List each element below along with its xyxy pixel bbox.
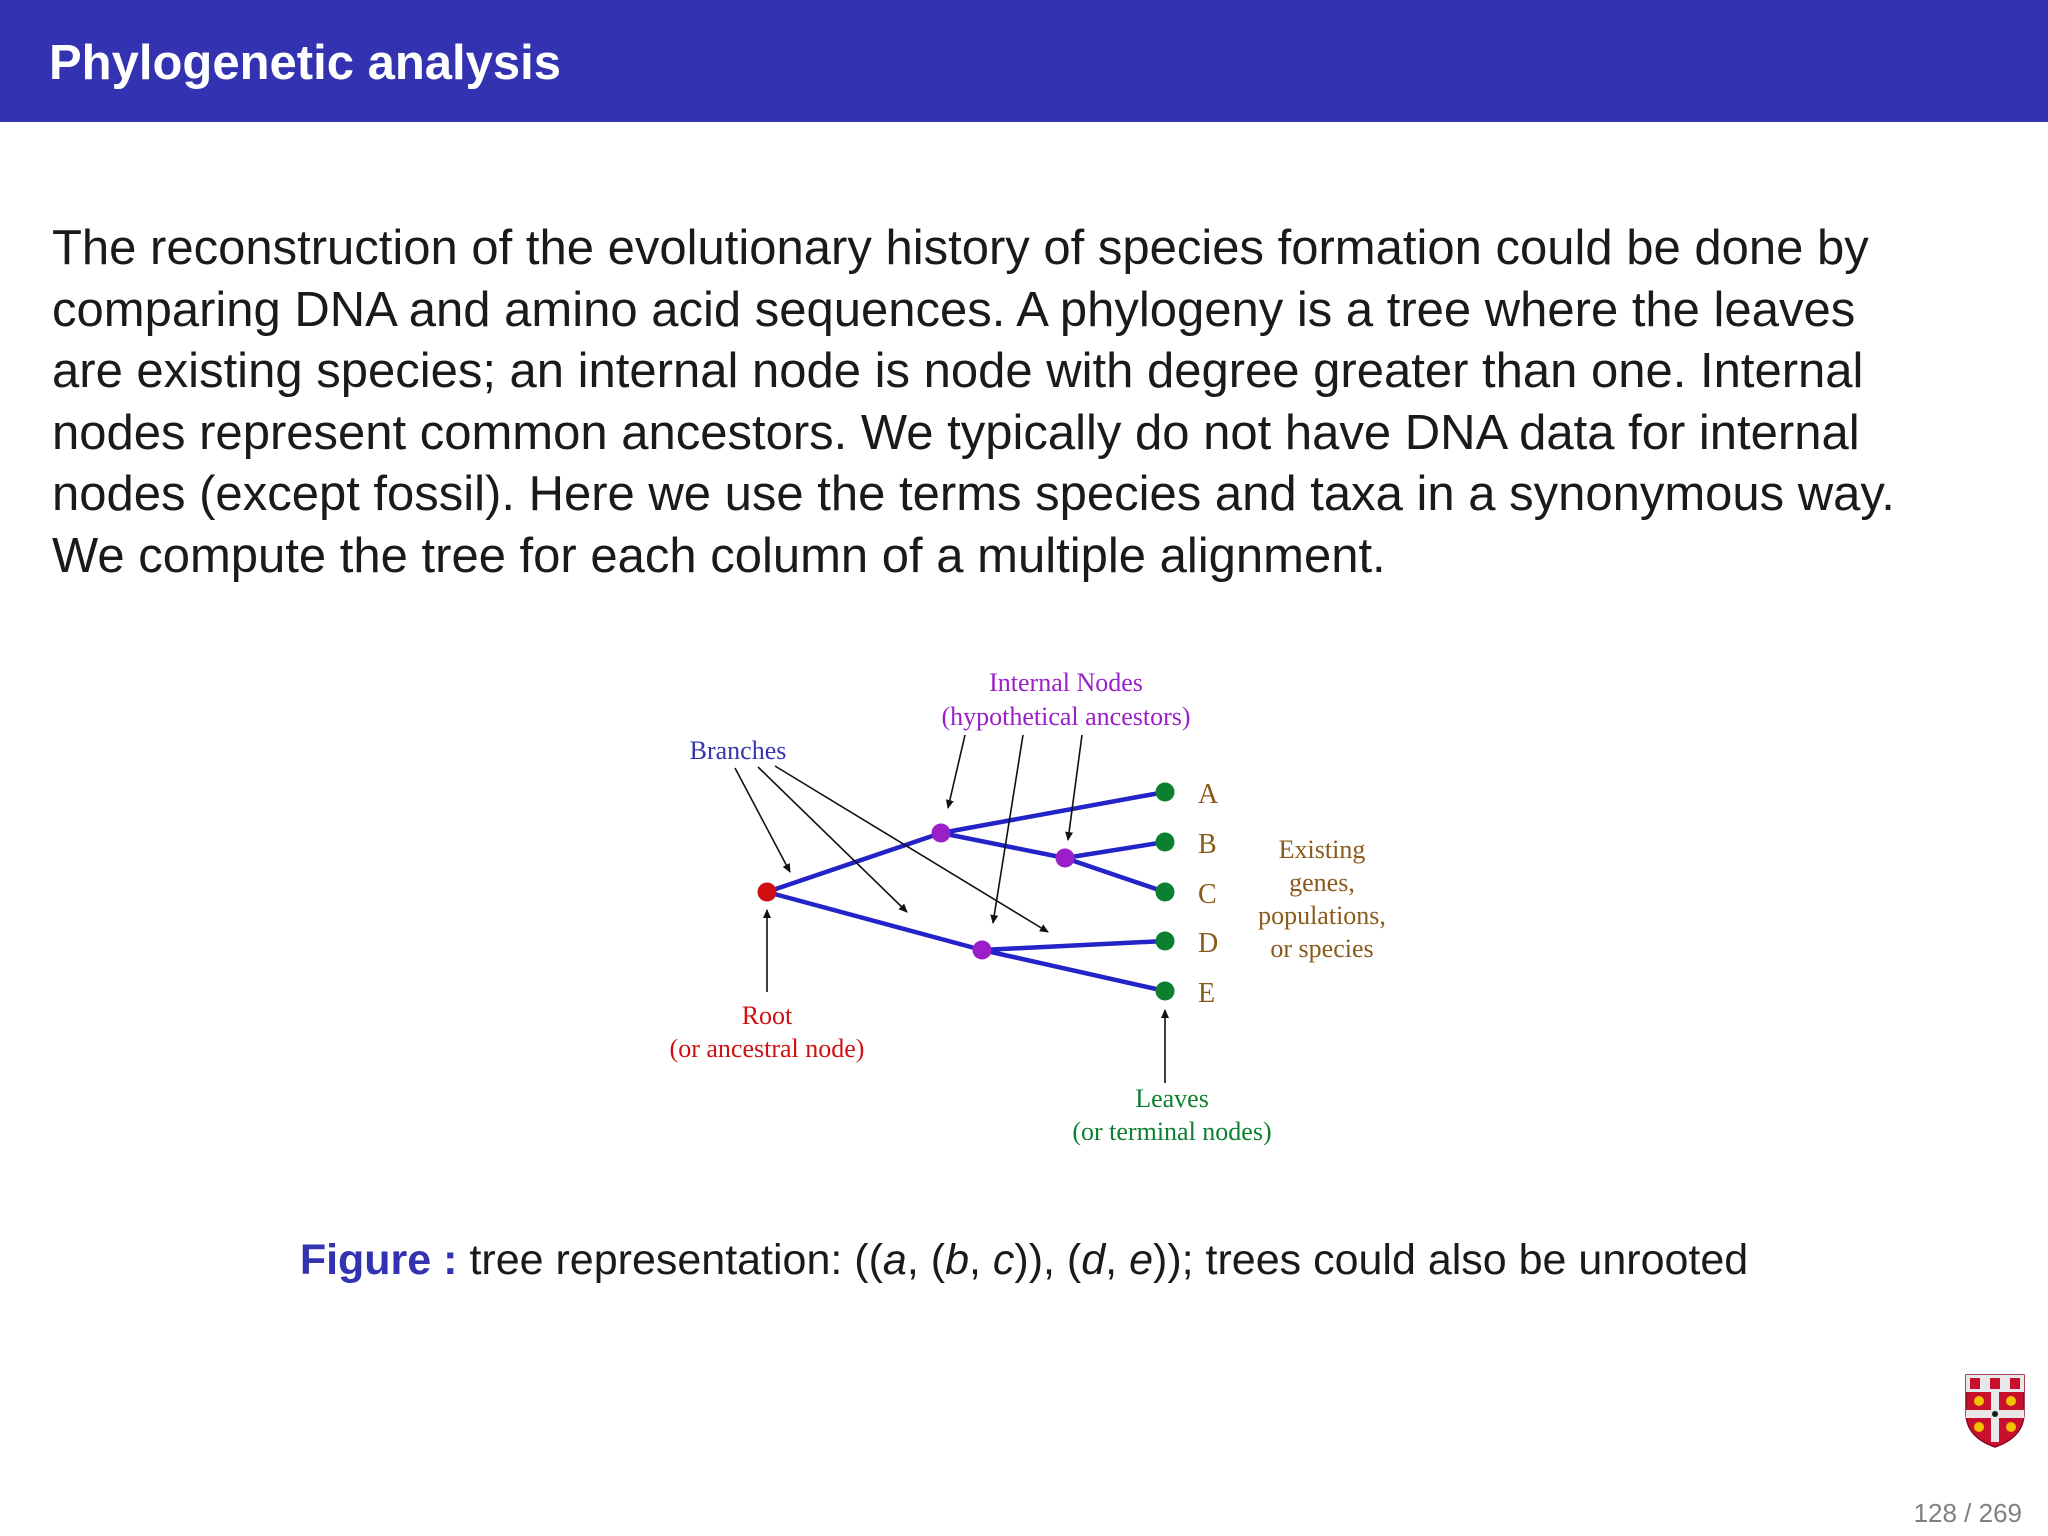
slide-title: Phylogenetic analysis (49, 36, 561, 90)
caption-text: , (1105, 1236, 1130, 1284)
caption-text: )); trees could also be unrooted (1153, 1236, 1749, 1284)
branch-node3-to-d (982, 941, 1165, 950)
existing-label: populations, (1258, 901, 1386, 930)
caption-var-d: d (1081, 1236, 1106, 1284)
arrow-branches-1 (735, 768, 790, 872)
leaf-label-e: E (1198, 978, 1216, 1009)
branch-node2-to-b (1065, 842, 1165, 858)
phylogenetic-tree-figure (640, 650, 1440, 1170)
phylogenetic-tree-diagram (640, 650, 1440, 1170)
caption-text: tree representation: (( (469, 1236, 883, 1284)
branch-node1-to-node2 (941, 833, 1065, 858)
branch-node3-to-e (982, 950, 1165, 991)
branches-label: Branches (689, 736, 787, 765)
university-crest-icon (1964, 1373, 2026, 1449)
body-line: The reconstruction of the evolutionary history of species formation could be done by (52, 221, 1869, 275)
leaf-label-a: A (1198, 779, 1219, 810)
figure-caption (0, 1236, 2048, 1285)
caption-var-b: b (945, 1236, 969, 1284)
branch-root-to-node3 (767, 892, 982, 950)
body-line: comparing DNA and amino acid sequences. A phylogeny is a tree where the leaves (52, 282, 1856, 337)
internal-node (973, 941, 992, 960)
internal-nodes-sublabel: (hypothetical ancestors) (941, 702, 1191, 731)
leaf-node-d (1156, 932, 1175, 951)
caption-var-c: c (992, 1236, 1015, 1284)
leaf-label-b: B (1198, 829, 1217, 860)
arrow-branches-2 (758, 767, 907, 912)
caption-text: )), ( (1014, 1236, 1082, 1284)
internal-nodes-label: Internal Nodes (989, 668, 1143, 697)
page-number: 128 / 269 (1913, 1498, 2022, 1528)
existing-label: or species (1270, 934, 1374, 963)
caption-text: , ( (906, 1236, 946, 1284)
root-sublabel: (or ancestral node) (669, 1034, 865, 1063)
internal-node (1056, 849, 1075, 868)
slide-header (0, 0, 2048, 122)
arrow-internal-1 (948, 735, 965, 808)
figure-caption-label: Figure : (299, 1236, 458, 1284)
tree-branches (767, 792, 1165, 991)
body-line: nodes (except fossil). Here we use the terms species and taxa in a synonymous way. (52, 467, 1895, 521)
arrow-internal-2 (993, 735, 1023, 923)
body-paragraph (52, 218, 2012, 587)
branch-node1-to-a (941, 792, 1165, 833)
body-line: We compute the tree for each column of a multiple alignment. (52, 528, 1386, 583)
caption-var-e: e (1129, 1236, 1153, 1284)
leaf-label-d: D (1198, 928, 1219, 959)
leaves-sublabel: (or terminal nodes) (1072, 1117, 1272, 1146)
root-label: Root (741, 1001, 793, 1030)
leaf-node-b (1156, 833, 1175, 852)
existing-label: Existing (1278, 835, 1366, 864)
leaf-label-c: C (1198, 879, 1217, 910)
root-node (758, 883, 777, 902)
leaves-label: Leaves (1135, 1084, 1209, 1113)
existing-label: genes, (1289, 868, 1355, 897)
body-line: nodes represent common ancestors. We typically do not have DNA data for internal (52, 405, 1860, 460)
caption-text: , (968, 1236, 993, 1284)
leaf-node-c (1156, 883, 1175, 902)
leaf-node-e (1156, 982, 1175, 1001)
body-line: are existing species; an internal node is node with degree greater than one. Internal (52, 344, 1864, 398)
branch-node2-to-c (1065, 858, 1165, 892)
leaf-node-a (1156, 783, 1175, 802)
caption-var-a: a (882, 1236, 907, 1284)
internal-node (932, 824, 951, 843)
annotation-arrows (735, 735, 1165, 1083)
branch-root-to-node1 (767, 833, 941, 892)
arrow-internal-3 (1068, 735, 1082, 840)
